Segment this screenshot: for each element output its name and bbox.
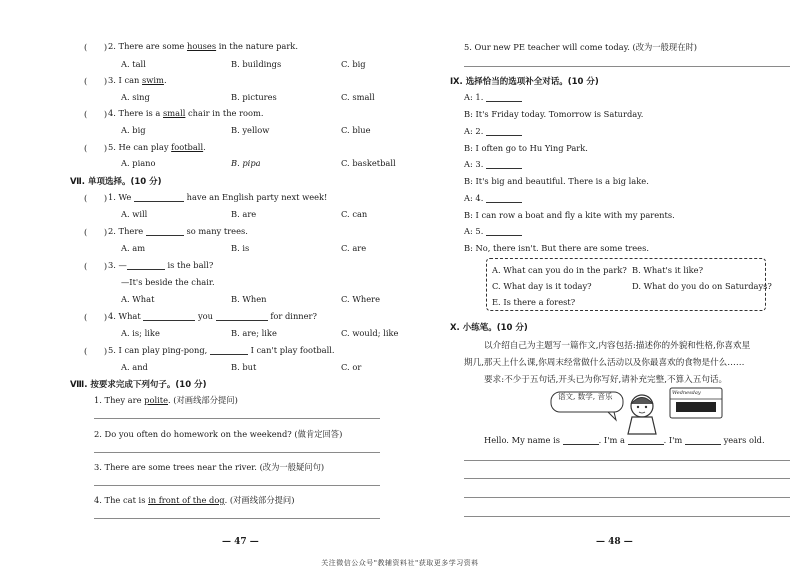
fill-blank[interactable]	[134, 193, 184, 202]
question-text: 1. We have an English party next week!	[108, 192, 328, 202]
question-text: 2. There are some houses in the nature park.	[108, 41, 298, 51]
question-text: 3. There are some trees near the river. (改为一般疑问句)	[94, 462, 325, 472]
answer-bracket[interactable]: ( )	[84, 193, 108, 203]
option-c: C. Where	[341, 294, 380, 304]
option-a: A. tall	[121, 59, 146, 69]
section-7-title: Ⅶ. 单项选择。(10 分)	[70, 177, 162, 187]
option-c: C. big	[341, 59, 366, 69]
fill-blank[interactable]	[685, 436, 721, 445]
option-a: A. is; like	[121, 328, 160, 338]
option-a: A. sing	[121, 92, 150, 102]
question-text: 5. He can play football.	[108, 142, 206, 152]
calendar-text: Wednesday	[672, 390, 701, 396]
option-e: E. Is there a forest?	[492, 297, 576, 307]
student-body	[628, 417, 656, 434]
fill-blank[interactable]	[628, 436, 664, 445]
option-c: C. basketball	[341, 158, 396, 168]
option-d: D. What do you do on Saturdays?	[632, 281, 772, 291]
option-b: B. pipa	[231, 158, 261, 168]
option-b: B. When	[231, 294, 267, 304]
option-a: A. What can you do in the park?	[492, 265, 627, 275]
instruction-text: 期几,那天上什么课,你周末经常做什么活动以及你最喜欢的食物是什么……	[464, 358, 745, 368]
fill-blank[interactable]	[486, 160, 522, 169]
option-c: C. would; like	[341, 328, 399, 338]
answer-line[interactable]	[94, 418, 380, 419]
requirement-text: 要求:不少于五句话,开头已为你写好,请补充完整,不算入五句话。	[484, 375, 728, 385]
calendar-block	[676, 402, 716, 412]
question-text: 5. I can play ping-pong, I can't play football.	[108, 345, 335, 355]
option-b: B. yellow	[231, 125, 270, 135]
answer-bracket[interactable]: ( )	[84, 143, 108, 153]
dialog-line: A: 2.	[464, 126, 522, 136]
dialog-line: A: 5.	[464, 226, 522, 236]
dialog-line: B: I can row a boat and fly a kite with my parents.	[464, 210, 675, 220]
dialog-line: A: 3.	[464, 159, 522, 169]
essay-start: Hello. My name is . I'm a . I'm years old.	[484, 435, 765, 445]
option-a: A. am	[121, 243, 146, 253]
answer-line[interactable]	[94, 518, 380, 519]
answer-line[interactable]	[464, 66, 790, 67]
fill-blank[interactable]	[486, 194, 522, 203]
answer-line[interactable]	[94, 485, 380, 486]
page-number: — 47 —	[222, 537, 259, 547]
option-c: C. are	[341, 243, 367, 253]
dialog-line: A: 1.	[464, 92, 522, 102]
dialog-line: A: 4.	[464, 193, 522, 203]
writing-line[interactable]	[464, 460, 790, 461]
fill-blank[interactable]	[486, 127, 522, 136]
answer-bracket[interactable]: ( )	[84, 76, 108, 86]
question-text: 2. There so many trees.	[108, 226, 248, 236]
writing-line[interactable]	[464, 516, 790, 517]
answer-bracket[interactable]: ( )	[84, 109, 108, 119]
question-text: 3. — is the ball?	[108, 260, 214, 270]
question-text: 4. The cat is in front of the dog. (对画线部分提问)	[94, 495, 295, 505]
option-c: C. What day is it today?	[492, 281, 592, 291]
question-text: 1. They are polite. (对画线部分提问)	[94, 395, 238, 405]
option-a: A. big	[121, 125, 146, 135]
answer-bracket[interactable]: ( )	[84, 42, 108, 52]
dialog-line: B: It's big and beautiful. There is a big lake.	[464, 176, 649, 186]
answer-bracket[interactable]: ( )	[84, 312, 108, 322]
dialog-line: B: No, there isn't. But there are some trees.	[464, 243, 649, 253]
option-c: C. blue	[341, 125, 371, 135]
option-b: B. What's it like?	[632, 265, 704, 275]
writing-line[interactable]	[464, 497, 790, 498]
option-c: C. can	[341, 209, 368, 219]
fill-blank[interactable]	[146, 227, 184, 236]
option-b: B. are; like	[231, 328, 277, 338]
fill-blank[interactable]	[486, 93, 522, 102]
option-b: B. pictures	[231, 92, 277, 102]
instruction-text: 以介绍自己为主题写一篇作文,内容包括:描述你的外貌和性格,你喜欢星	[484, 341, 751, 351]
option-b: B. is	[231, 243, 250, 253]
dialog-line: B: It's Friday today. Tomorrow is Saturday.	[464, 109, 644, 119]
page-number: — 48 —	[596, 537, 633, 547]
section-10-title: Ⅹ. 小练笔。(10 分)	[450, 323, 528, 333]
option-b: B. but	[231, 362, 257, 372]
question-text: 4. What you for dinner?	[108, 311, 317, 321]
bubble-text: 语文, 数学, 音乐	[558, 392, 613, 401]
question-text: 3. I can swim.	[108, 75, 167, 85]
fill-blank[interactable]	[143, 312, 195, 321]
option-a: A. piano	[121, 158, 156, 168]
option-c: C. or	[341, 362, 362, 372]
fill-blank[interactable]	[563, 436, 599, 445]
option-b: B. buildings	[231, 59, 282, 69]
question-text: 5. Our new PE teacher will come today. (改为一般现在时)	[464, 42, 698, 52]
option-a: A. and	[121, 362, 148, 372]
question-text: 2. Do you often do homework on the weekend? (做肯定回答)	[94, 429, 343, 439]
section-8-title: Ⅷ. 按要求完成下列句子。(10 分)	[70, 380, 207, 390]
dialog-line: B: I often go to Hu Ying Park.	[464, 143, 588, 153]
fill-blank[interactable]	[486, 227, 522, 236]
writing-line[interactable]	[464, 478, 790, 479]
footer-watermark: 关注微信公众号"教辅资料社"获取更多学习资料	[321, 559, 479, 567]
question-subline: —It's beside the chair.	[121, 277, 215, 287]
answer-bracket[interactable]: ( )	[84, 346, 108, 356]
page-48	[400, 0, 800, 571]
option-c: C. small	[341, 92, 375, 102]
answer-bracket[interactable]: ( )	[84, 261, 108, 271]
answer-bracket[interactable]: ( )	[84, 227, 108, 237]
option-a: A. will	[121, 209, 148, 219]
fill-blank[interactable]	[127, 261, 165, 270]
answer-line[interactable]	[94, 452, 380, 453]
section-9-title: Ⅸ. 选择恰当的选项补全对话。(10 分)	[450, 77, 599, 87]
fill-blank[interactable]	[210, 346, 248, 355]
fill-blank[interactable]	[216, 312, 268, 321]
option-b: B. are	[231, 209, 257, 219]
question-text: 4. There is a small chair in the room.	[108, 108, 264, 118]
option-a: A. What	[121, 294, 155, 304]
